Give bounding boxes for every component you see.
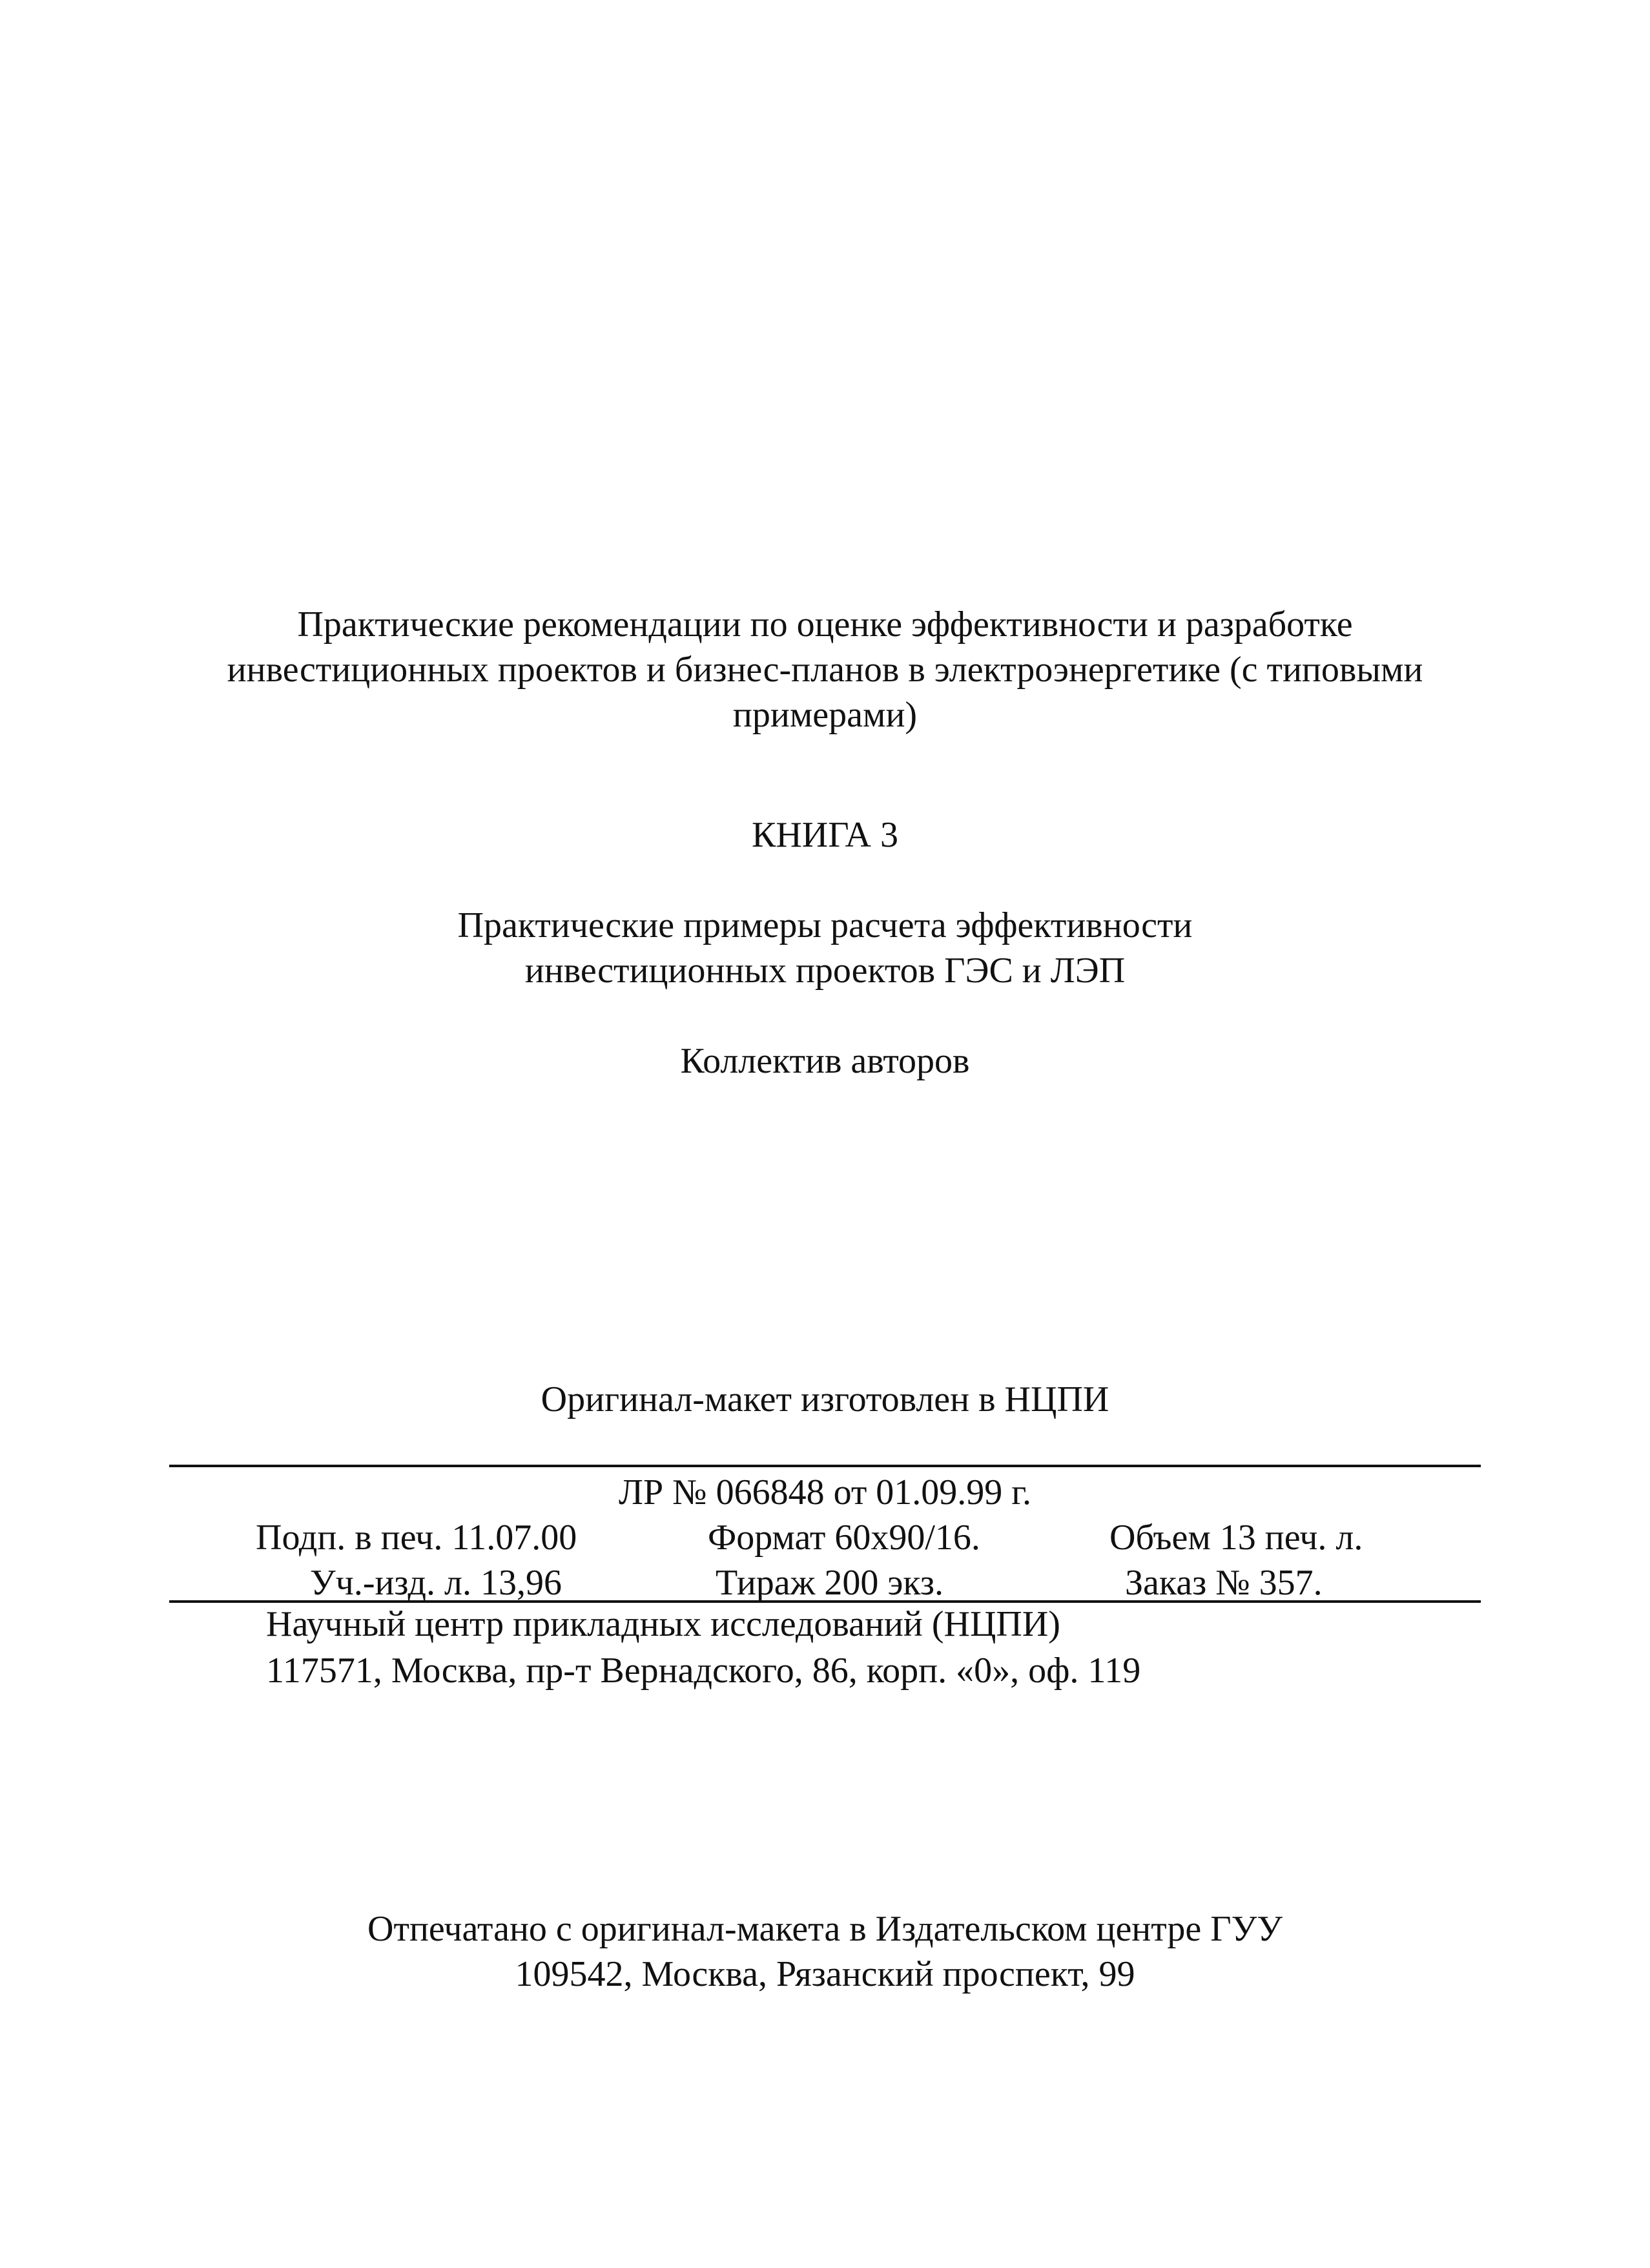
print-volume: Объем 13 печ. л. bbox=[1109, 1518, 1363, 1558]
edition-sheets: Уч.-изд. л. 13,96 bbox=[310, 1563, 562, 1603]
title-line-3: примерами) bbox=[732, 695, 918, 735]
print-run: Тираж 200 экз. bbox=[716, 1563, 944, 1603]
imprint-top-rule bbox=[169, 1465, 1481, 1467]
printer-line-1: Отпечатано с оригинал-макета в Издательском центре ГУУ bbox=[367, 1909, 1283, 1949]
book-label: КНИГА 3 bbox=[752, 815, 898, 855]
title-line-2: инвестиционных проектов и бизнес-планов в электроэнергетике (с типовыми bbox=[227, 650, 1423, 690]
publisher-name: Научный центр прикладных исследований (НЦПИ) bbox=[266, 1604, 1060, 1644]
signed-for-print: Подп. в печ. 11.07.00 bbox=[256, 1518, 577, 1558]
layout-note: Оригинал-макет изготовлен в НЦПИ bbox=[541, 1379, 1109, 1419]
subtitle-line-2: инвестиционных проектов ГЭС и ЛЭП bbox=[524, 951, 1126, 991]
publisher-address: 117571, Москва, пр-т Вернадского, 86, корп. «0», оф. 119 bbox=[266, 1651, 1141, 1691]
title-line-1: Практические рекомендации по оценке эффективности и разработке bbox=[297, 604, 1353, 644]
printer-line-2: 109542, Москва, Рязанский проспект, 99 bbox=[515, 1954, 1135, 1994]
authors: Коллектив авторов bbox=[680, 1041, 970, 1081]
license-line: ЛР № 066848 от 01.09.99 г. bbox=[619, 1472, 1031, 1512]
order-number: Заказ № 357. bbox=[1125, 1563, 1323, 1603]
subtitle-line-1: Практические примеры расчета эффективности bbox=[457, 905, 1193, 945]
paper-format: Формат 60х90/16. bbox=[708, 1518, 980, 1558]
